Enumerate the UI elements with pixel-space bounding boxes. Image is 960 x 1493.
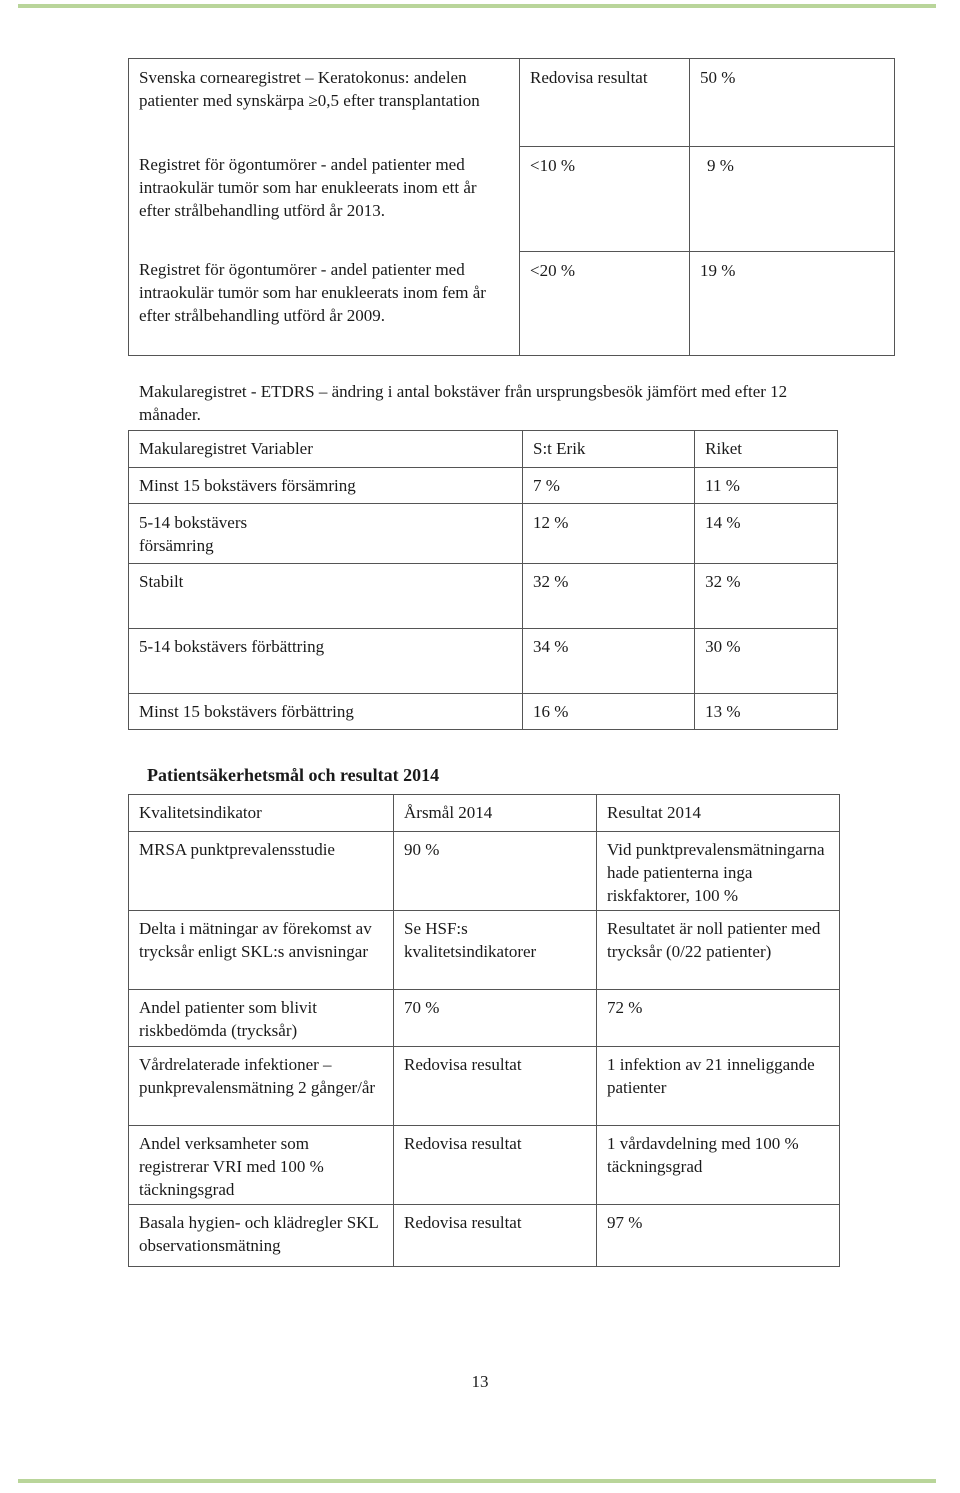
table-row [129, 911, 840, 990]
result-text: 19 % [700, 260, 736, 280]
target-cell [520, 59, 690, 147]
table-row [129, 251, 895, 355]
table-cell: 13 % [695, 694, 838, 730]
registry-results-table [128, 58, 895, 356]
table-header-row [129, 795, 840, 832]
table-row [129, 564, 838, 629]
table-cell: Andel patienter som blivit riskbedömda (trycksår) [129, 990, 394, 1047]
table-cell: Minst 15 bokstävers förbättring [129, 694, 523, 730]
table-row [129, 59, 895, 147]
indicator-text: Registret för ögontumörer - andel patienter med intraokulär tumör som har enukleerats inom ett år efter strålbehandling utförd år 2013. [139, 155, 477, 220]
indicator-cell [129, 59, 520, 147]
table-cell: Resultatet är noll patienter med trycksår (0/22 patienter) [597, 911, 840, 990]
header-cell: Riket [695, 431, 838, 468]
table-cell: 70 % [394, 990, 597, 1047]
table-cell: Minst 15 bokstävers försämring [129, 468, 523, 504]
table-cell: Redovisa resultat [394, 1205, 597, 1267]
table-cell-text: 5-14 bokstävers försämring [139, 513, 248, 555]
target-text: <10 % [530, 155, 575, 175]
result-cell [690, 59, 895, 147]
table-cell: Vårdrelaterade infektioner – punkprevalensmätning 2 gånger/år [129, 1047, 394, 1126]
table-cell: 14 % [695, 504, 838, 564]
table-cell: Redovisa resultat [394, 1126, 597, 1205]
table-cell: Vid punktprevalensmätningarna hade patienterna inga riskfaktorer, 100 % [597, 832, 840, 911]
table-row [129, 146, 895, 251]
result-cell [690, 251, 895, 355]
table-cell: 90 % [394, 832, 597, 911]
table-caption: Makularegistret - ETDRS – ändring i antal bokstäver från ursprungsbesök jämfört med efter 12 månader. [139, 382, 788, 424]
table-row [129, 1126, 840, 1205]
table-header-row [129, 431, 838, 468]
table-cell: 30 % [695, 629, 838, 694]
table-cell: 72 % [597, 990, 840, 1047]
table-cell: Stabilt [129, 564, 523, 629]
table-cell: 1 infektion av 21 inneliggande patienter [597, 1047, 840, 1126]
table-row [129, 504, 838, 564]
table-cell: 34 % [523, 629, 695, 694]
table-cell: 7 % [523, 468, 695, 504]
target-text: Redovisa resultat [530, 68, 648, 87]
table-cell: 32 % [695, 564, 838, 629]
table-row [129, 1205, 840, 1267]
makula-etdrs-table [128, 430, 838, 730]
target-cell [520, 251, 690, 355]
table-cell: Basala hygien- och klädregler SKL observationsmätning [129, 1205, 394, 1267]
table-row [129, 694, 838, 730]
table-cell: Redovisa resultat [394, 1047, 597, 1126]
indicator-cell [129, 146, 520, 251]
result-text: 9 % [707, 155, 734, 175]
page-number: 13 [471, 1372, 489, 1391]
top-decorative-bar [18, 4, 936, 8]
section-heading: Patientsäkerhetsmål och resultat 2014 [147, 765, 440, 785]
header-cell: Kvalitetsindikator [129, 795, 394, 832]
table-row [129, 832, 840, 911]
table-cell: 16 % [523, 694, 695, 730]
table-cell: MRSA punktprevalensstudie [129, 832, 394, 911]
bottom-decorative-bar [18, 1479, 936, 1483]
table-cell: Andel verksamheter som registrerar VRI med 100 % täckningsgrad [129, 1126, 394, 1205]
table-row [129, 629, 838, 694]
table-row [129, 468, 838, 504]
header-cell: Resultat 2014 [597, 795, 840, 832]
indicator-text: Svenska cornearegistret – Keratokonus: andelen patienter med synskärpa ≥0,5 efter transplantation [139, 68, 480, 110]
table-cell: 5-14 bokstävers förbättring [129, 629, 523, 694]
patient-safety-table [128, 794, 840, 1267]
header-cell: Makularegistret Variabler [129, 431, 523, 468]
table-cell: 32 % [523, 564, 695, 629]
table-row [129, 1047, 840, 1126]
target-text: <20 % [530, 260, 575, 280]
table-cell [129, 504, 523, 564]
table-cell: 11 % [695, 468, 838, 504]
table-cell: Se HSF:s kvalitetsindikatorer [394, 911, 597, 990]
table-cell: Delta i mätningar av förekomst av trycksår enligt SKL:s anvisningar [129, 911, 394, 990]
table-cell: 97 % [597, 1205, 840, 1267]
table-cell: 1 vårdavdelning med 100 % täckningsgrad [597, 1126, 840, 1205]
result-cell [690, 146, 895, 251]
header-cell: S:t Erik [523, 431, 695, 468]
result-text: 50 % [700, 68, 736, 87]
table-row [129, 990, 840, 1047]
indicator-cell [129, 251, 520, 355]
table-cell: 12 % [523, 504, 695, 564]
indicator-text: Registret för ögontumörer - andel patienter med intraokulär tumör som har enukleerats inom fem år efter strålbehandling utförd år 2009. [139, 260, 486, 325]
target-cell [520, 146, 690, 251]
header-cell: Årsmål 2014 [394, 795, 597, 832]
